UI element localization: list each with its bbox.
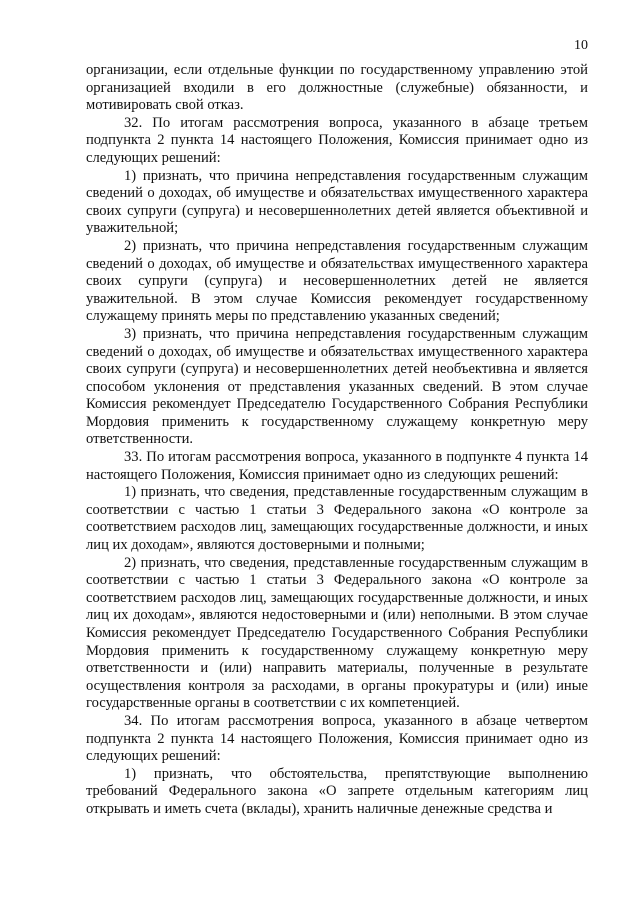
page-number: 10 — [574, 38, 588, 53]
paragraph: 2) признать, что сведения, представленные государственным служащим в соответствии с частью 1 статьи 3 Федерального закона «О контроле за соответствием расходов лиц, замещающих государственные должности, и иных лиц их доходам», являются недостоверными и (или) неполными. В этом случае Комиссия рекомендует Председателю Государственного Собрания Республики Мордовия применить к государственному служащему конкретную меру ответственности и (или) направить материалы, полученные в результате осуществления контроля за расходами, в органы прокуратуры и (или) иные государственные органы в соответствии с их компетенцией. — [86, 554, 588, 712]
paragraph: 3) признать, что причина непредставления государственным служащим сведений о доходах, об имуществе и обязательствах имущественного характера своих супруги (супруга) и несовершеннолетних детей необъективна и является способом уклонения от представления указанных сведений. В этом случае Комиссия рекомендует Председателю Государственного Собрания Республики Мордовия применить к государственному служащему конкретную меру ответственности. — [86, 325, 588, 448]
paragraph: 1) признать, что обстоятельства, препятствующие выполнению требований Федерального закона «О запрете отдельным категориям лиц открывать и иметь счета (вклады), хранить наличные денежные средства и — [86, 765, 588, 817]
document-body — [86, 62, 588, 819]
paragraph: 1) признать, что причина непредставления государственным служащим сведений о доходах, об имуществе и обязательствах имущественного характера своих супруги (супруга) и несовершеннолетних детей является объективной и уважительной; — [86, 167, 588, 237]
paragraph: 32. По итогам рассмотрения вопроса, указанного в абзаце третьем подпункта 2 пункта 14 настоящего Положения, Комиссия принимает одно из следующих решений: — [86, 114, 588, 166]
paragraph: 2) признать, что причина непредставления государственным служащим сведений о доходах, об имуществе и обязательствах имущественного характера своих супруги (супруга) и несовершеннолетних детей не является уважительной. В этом случае Комиссия рекомендует государственному служащему принять меры по представлению указанных сведений; — [86, 237, 588, 325]
paragraph: организации, если отдельные функции по государственному управлению этой организацией входили в его должностные (служебные) обязанности, и мотивировать свой отказ. — [86, 62, 588, 114]
paragraph: 1) признать, что сведения, представленные государственным служащим в соответствии с частью 1 статьи 3 Федерального закона «О контроле за соответствием расходов лиц, замещающих государственные должности, и иных лиц их доходам», являются достоверными и полными; — [86, 484, 588, 554]
paragraph: 33. По итогам рассмотрения вопроса, указанного в подпункте 4 пункта 14 настоящего Положения, Комиссия принимает одно из следующих решений: — [86, 449, 588, 483]
paragraph: 34. По итогам рассмотрения вопроса, указанного в абзаце четвертом подпункта 2 пункта 14 настоящего Положения, Комиссия принимает одно из следующих решений: — [86, 712, 588, 765]
